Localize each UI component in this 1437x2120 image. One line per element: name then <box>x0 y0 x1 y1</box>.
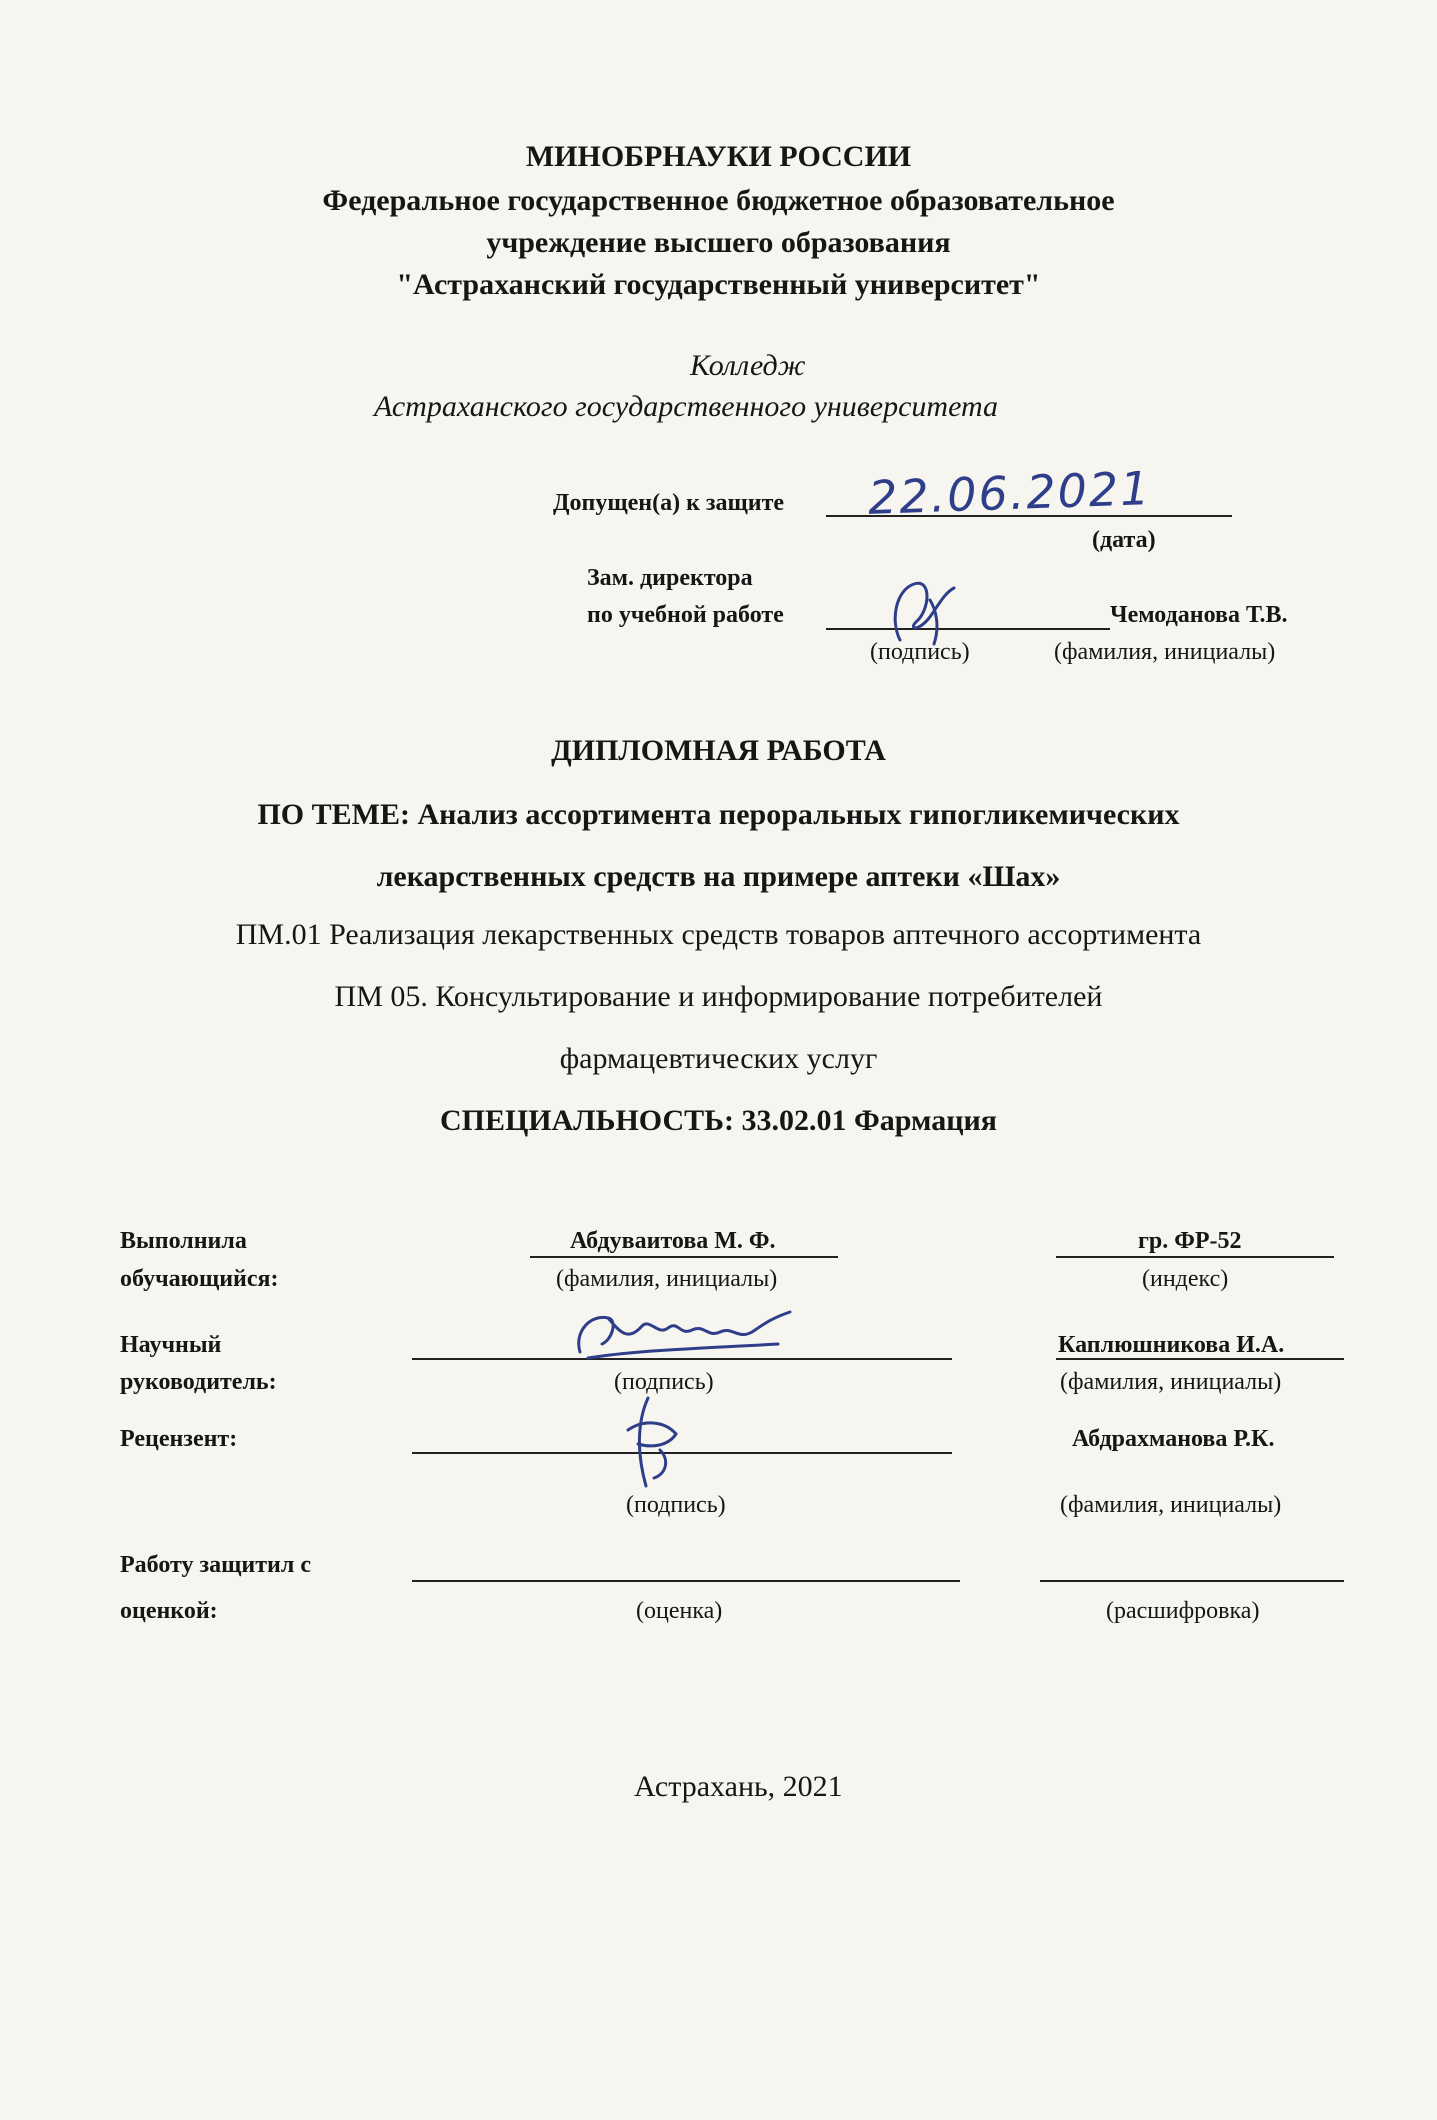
supervisor-name: Каплюшникова И.А. <box>1058 1332 1285 1358</box>
student-name: Абдуваитова М. Ф. <box>570 1228 776 1254</box>
deputy-name: Чемоданова Т.В. <box>1110 602 1288 628</box>
supervisor-label-2: руководитель: <box>120 1369 277 1395</box>
deputy-name-caption: (фамилия, инициалы) <box>1054 639 1276 665</box>
student-name-underline <box>530 1256 838 1258</box>
specialty-title: СПЕЦИАЛЬНОСТЬ: 33.02.01 Фармация <box>439 1104 998 1137</box>
student-name-caption: (фамилия, инициалы) <box>556 1266 778 1292</box>
work-type-title: ДИПЛОМНАЯ РАБОТА <box>551 734 886 767</box>
city-year: Астрахань, 2021 <box>634 1770 843 1803</box>
admission-date-handwritten: 22.06.2021 <box>867 461 1153 525</box>
grade-caption: (оценка) <box>636 1598 723 1624</box>
decoding-caption: (расшифровка) <box>1106 1598 1260 1624</box>
supervisor-name-caption: (фамилия, инициалы) <box>1060 1369 1282 1395</box>
college-title: Колледж <box>690 349 806 382</box>
decoding-underline <box>1040 1580 1344 1582</box>
module-1: ПМ.01 Реализация лекарственных средств товаров аптечного ассортимента <box>235 918 1202 951</box>
group-value: гр. ФР-52 <box>1138 1228 1242 1254</box>
deputy-signature-caption: (подпись) <box>870 639 970 665</box>
reviewer-signature-caption: (подпись) <box>626 1492 726 1518</box>
defended-label-1: Работу защитил с <box>120 1552 311 1578</box>
institution-line-1: Федеральное государственное бюджетное образовательное <box>322 184 1115 217</box>
deputy-role: по учебной работе <box>587 602 784 628</box>
reviewer-label: Рецензент: <box>120 1426 238 1452</box>
module-2-line-2: фармацевтических услуг <box>559 1042 878 1075</box>
college-subtitle: Астраханского государственного университета <box>374 390 999 423</box>
topic-line-2: лекарственных средств на примере аптеки «Шах» <box>376 860 1061 893</box>
ministry-title: МИНОБРНАУКИ РОССИИ <box>525 140 912 173</box>
grade-underline <box>412 1580 960 1582</box>
university-name: "Астраханский государственный университет" <box>396 268 1041 301</box>
reviewer-signature-icon <box>608 1390 698 1500</box>
institution-line-2: учреждение высшего образования <box>486 226 951 259</box>
student-label-2: обучающийся: <box>120 1266 279 1292</box>
supervisor-signature-icon <box>568 1292 808 1372</box>
module-2-line-1: ПМ 05. Консультирование и информирование потребителей <box>334 980 1103 1013</box>
reviewer-name-caption: (фамилия, инициалы) <box>1060 1492 1282 1518</box>
group-underline <box>1056 1256 1334 1258</box>
supervisor-name-underline <box>1056 1358 1344 1360</box>
date-caption: (дата) <box>1092 527 1156 553</box>
topic-line-1: ПО ТЕМЕ: Анализ ассортимента пероральных гипогликемических <box>257 798 1180 831</box>
supervisor-signature-caption: (подпись) <box>614 1369 714 1395</box>
defended-label-2: оценкой: <box>120 1598 218 1624</box>
supervisor-label-1: Научный <box>120 1332 222 1358</box>
admission-label: Допущен(а) к защите <box>553 490 785 516</box>
student-label-1: Выполнила <box>120 1228 247 1254</box>
deputy-title: Зам. директора <box>587 565 753 591</box>
reviewer-name: Абдрахманова Р.К. <box>1072 1426 1275 1452</box>
group-caption: (индекс) <box>1142 1266 1229 1292</box>
